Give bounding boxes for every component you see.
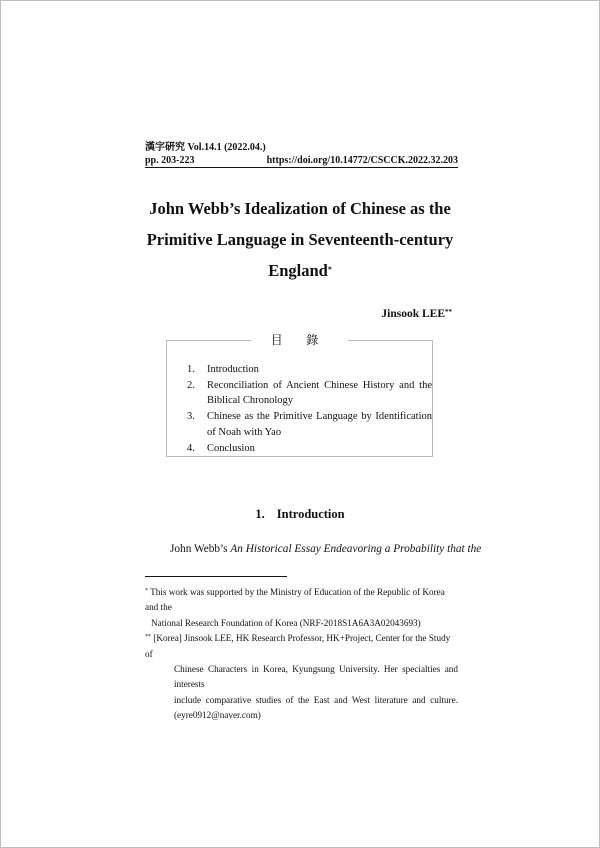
title-line-1: John Webb’s Idealization of Chinese as the <box>149 199 451 218</box>
section-number: 1. <box>255 507 265 521</box>
toc-item-number: 3. <box>187 411 195 423</box>
toc-item-number: 4. <box>187 442 195 454</box>
footnote-1-line-1: This work was supported by the Ministry of Education of the Republic of Korea and the <box>145 587 445 613</box>
toc-heading-wrap <box>167 331 432 349</box>
footnote-1 <box>145 585 458 631</box>
toc-item-number: 1. <box>187 364 195 375</box>
footnote-2-line-2: Chinese Characters in Korea, Kyungsung University. Her specialties and interests <box>174 664 458 690</box>
toc-item[interactable] <box>187 378 432 409</box>
section-heading <box>0 507 600 522</box>
table-of-contents <box>166 333 433 457</box>
toc-item[interactable] <box>187 362 432 378</box>
toc-item-label: Conclusion <box>207 442 255 454</box>
toc-list <box>187 362 432 456</box>
body-text-lead: John Webb’s <box>170 543 231 555</box>
toc-item-label: Introduction <box>207 364 259 375</box>
section-title: Introduction <box>276 507 345 521</box>
footnote-2-mark: ** <box>145 634 151 641</box>
author-line <box>381 308 452 320</box>
title-footnote-mark[interactable]: * <box>327 265 332 274</box>
footnote-1-mark: * <box>145 588 148 594</box>
body-text-italic-title: An Historical Essay Endeavoring a Probability that the <box>230 543 482 555</box>
toc-item-number: 2. <box>187 379 195 391</box>
author-name: Jinsook LEE <box>381 308 445 320</box>
journal-name-volume: 漢字硏究 Vol.14.1 (2022.04.) <box>145 142 266 153</box>
toc-item-label-line-1: Chinese as the Primitive Language by Identification <box>207 411 432 423</box>
title-line-3: England <box>268 261 328 280</box>
toc-item[interactable] <box>187 441 432 457</box>
toc-heading: 目 錄 <box>251 333 349 347</box>
footnote-rule <box>145 576 287 577</box>
footnote-2-line-3: include comparative studies of the East and West literature and culture. <box>174 694 458 705</box>
toc-item-label <box>207 378 432 409</box>
page-range: pp. 203-223 <box>145 155 195 166</box>
toc-item[interactable] <box>187 409 432 440</box>
toc-item-label-line-1: Reconciliation of Ancient Chinese History and the <box>207 379 432 391</box>
doi-link[interactable]: https://doi.org/10.14772/CSCCK.2022.32.203 <box>266 155 458 166</box>
paper-title <box>120 193 480 286</box>
header-rule <box>145 167 458 168</box>
footnotes <box>145 585 458 724</box>
title-line-2: Primitive Language in Seventeenth-century <box>146 230 454 249</box>
toc-item-label-line-2: of Noah with Yao <box>207 426 282 438</box>
author-footnote-mark[interactable]: ** <box>445 308 452 316</box>
journal-header <box>145 141 458 167</box>
footnote-2 <box>145 631 458 723</box>
body-paragraph <box>170 543 481 555</box>
toc-item-label-line-2: Biblical Chronology <box>207 395 294 407</box>
toc-item-label <box>207 409 432 440</box>
footnote-2-line-1: [Korea] Jinsook LEE, HK Research Professor, HK+Project, Center for the Study of <box>145 633 451 659</box>
footnote-1-line-2: National Research Foundation of Korea (NRF-2018S1A6A3A02043693) <box>151 617 421 628</box>
footnote-2-email[interactable]: (eyre0912@naver.com) <box>174 710 261 721</box>
